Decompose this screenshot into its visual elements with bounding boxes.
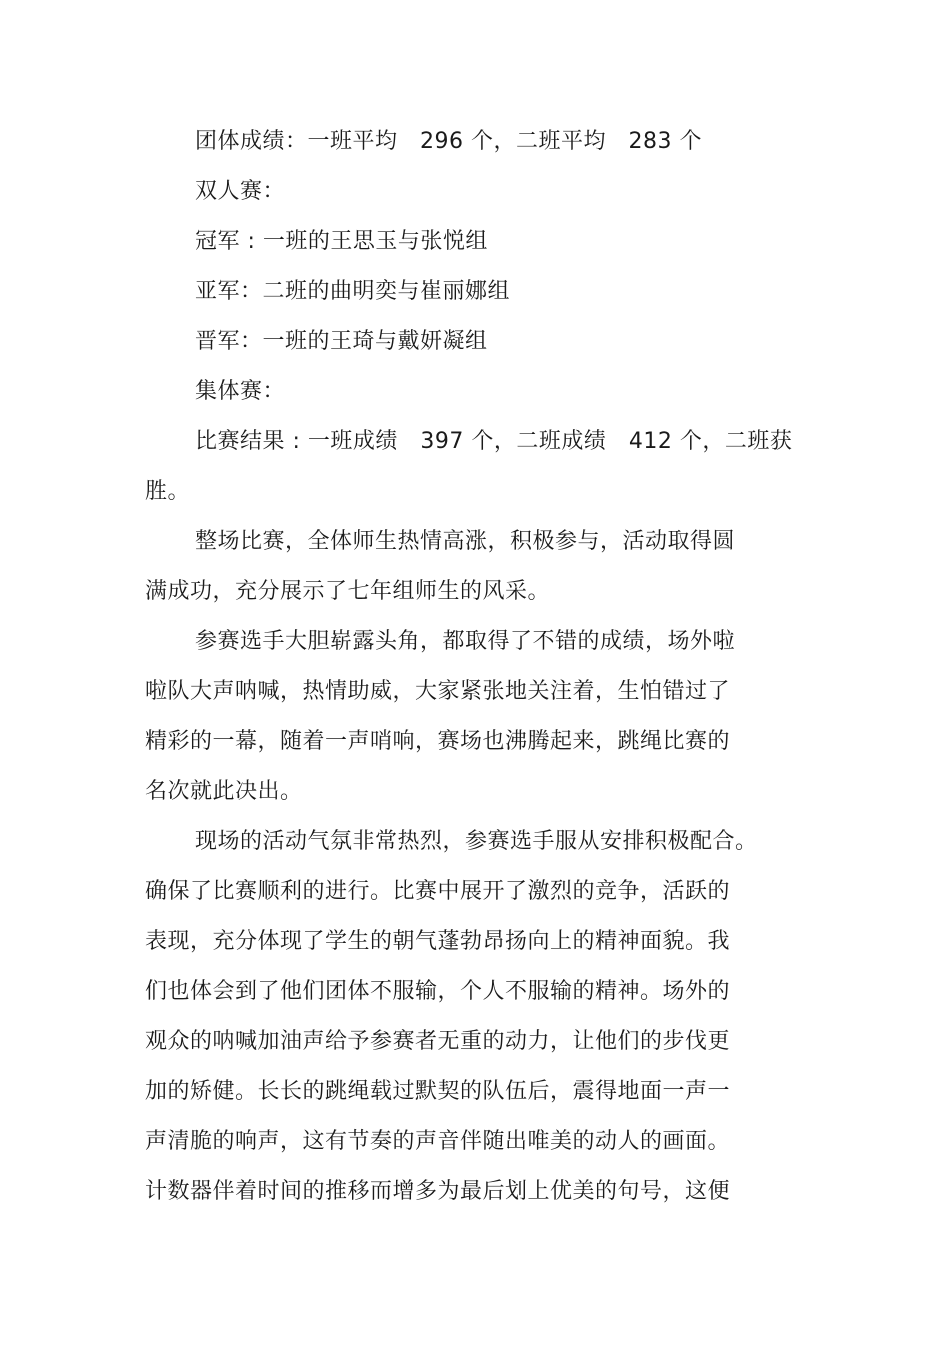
paragraph-line: 声清脆的响声，这有节奏的声音伴随出唯美的动人的画面。: [145, 1129, 731, 1154]
paragraph-line: 表现，充分体现了学生的朝气蓬勃昂扬向上的精神面貌。我: [145, 929, 731, 954]
group-result-line: 比赛结果 : 一班成绩 397 个，二班成绩 412 个，二班获: [195, 429, 793, 454]
paragraph-line: 名次就此决出。: [145, 779, 303, 804]
paragraph-line: 们也体会到了他们团体不服输，个人不服输的精神。场外的: [145, 979, 731, 1004]
paragraph-line: 计数器伴着时间的推移而增多为最后划上优美的句号，这便: [145, 1179, 731, 1204]
paragraph-line: 确保了比赛顺利的进行。比赛中展开了激烈的竞争，活跃的: [145, 879, 731, 904]
pair-competition-heading: 双人赛：: [195, 179, 286, 204]
group-result-line-cont: 胜。: [145, 479, 191, 504]
paragraph-line: 啦队大声呐喊，热情助威，大家紧张地关注着，生怕错过了: [145, 679, 731, 704]
pair-champion-line: 冠军 : 一班的王思玉与张悦组: [195, 229, 488, 254]
team-score-line: 团体成绩：一班平均 296 个，二班平均 283 个: [195, 129, 702, 154]
group-competition-heading: 集体赛：: [195, 379, 286, 404]
paragraph-line: 整场比赛，全体师生热情高涨，积极参与，活动取得圆: [195, 529, 736, 554]
paragraph-line: 满成功，充分展示了七年组师生的风采。: [145, 579, 551, 604]
paragraph-line: 加的矫健。长长的跳绳载过默契的队伍后，震得地面一声一: [145, 1079, 731, 1104]
paragraph-line: 参赛选手大胆崭露头角，都取得了不错的成绩，场外啦: [195, 629, 736, 654]
pair-runner-up-line: 亚军：二班的曲明奕与崔丽娜组: [195, 279, 511, 304]
paragraph-line: 精彩的一幕，随着一声哨响，赛场也沸腾起来，跳绳比赛的: [145, 729, 731, 754]
pair-third-line: 晋军：一班的王琦与戴妍凝组: [195, 329, 488, 354]
paragraph-line: 现场的活动气氛非常热烈，参赛选手服从安排积极配合。: [195, 829, 758, 854]
paragraph-line: 观众的呐喊加油声给予参赛者无重的动力，让他们的步伐更: [145, 1029, 731, 1054]
